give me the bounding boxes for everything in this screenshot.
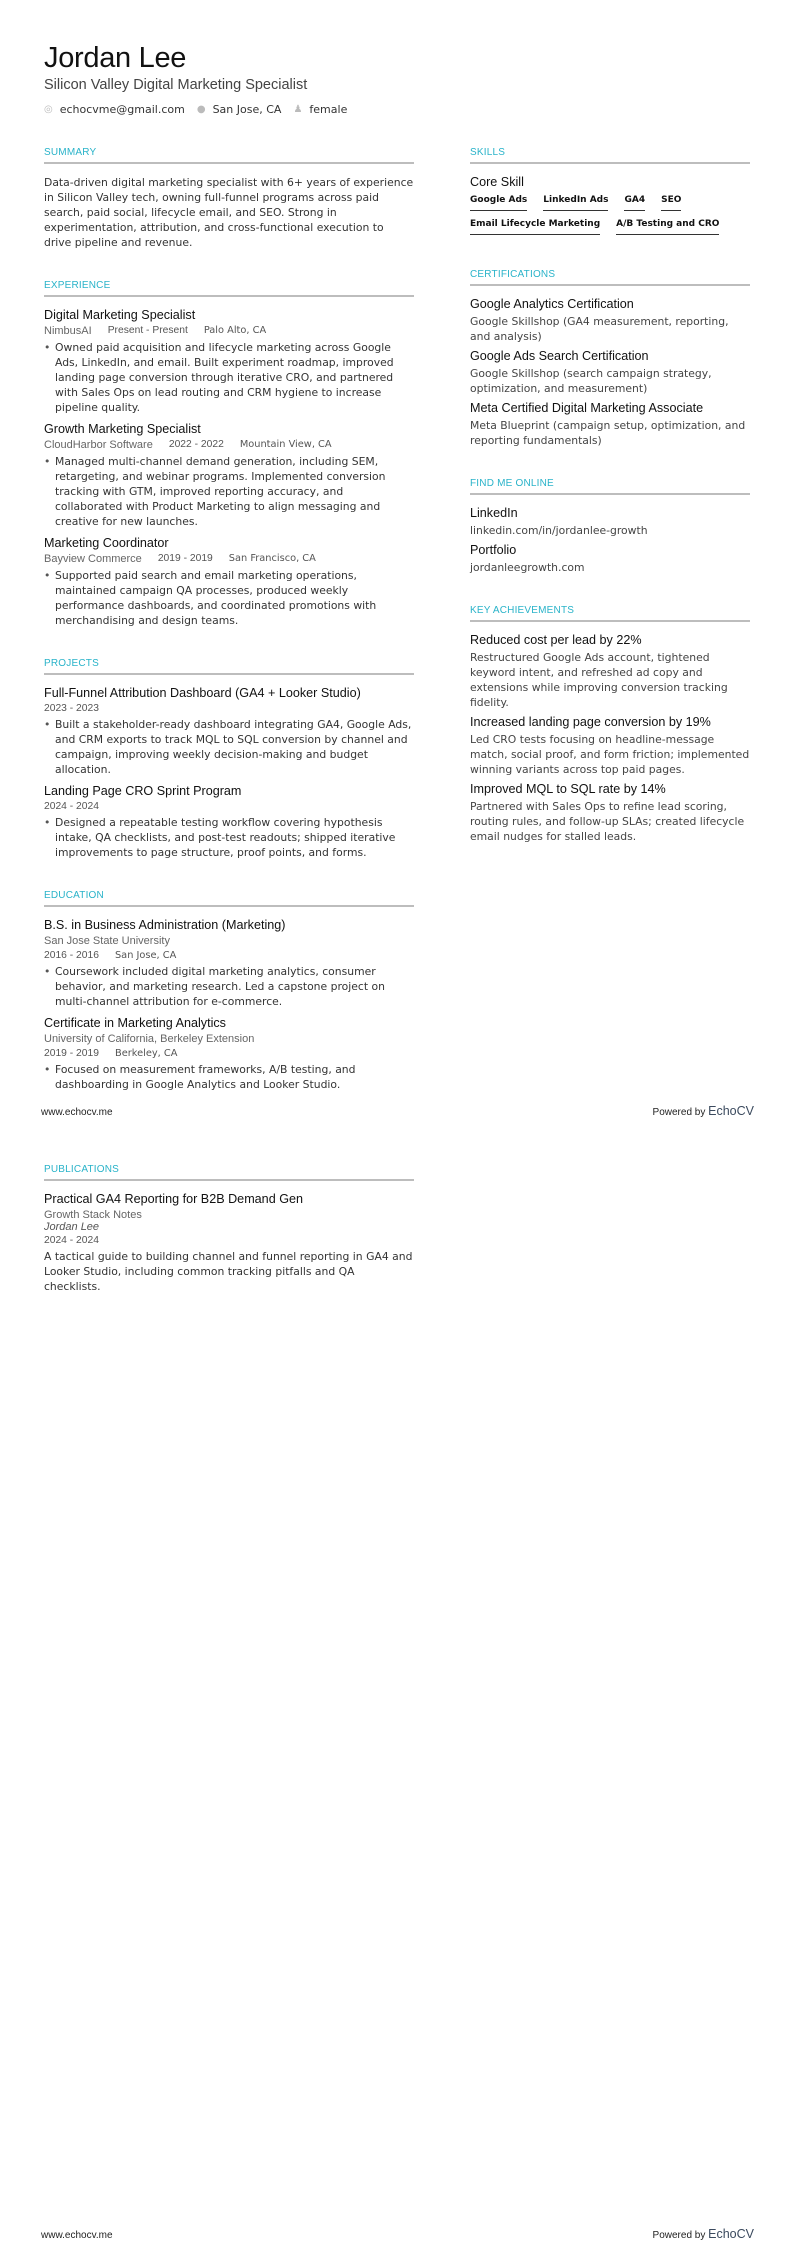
brand-name[interactable]: EchoCV bbox=[708, 2227, 754, 2241]
section-heading: SKILLS bbox=[470, 147, 750, 164]
location-pin-icon: ● bbox=[196, 104, 206, 115]
cert-title: Meta Certified Digital Marketing Associate bbox=[470, 401, 704, 415]
skill-tag: A/B Testing and CRO bbox=[616, 219, 719, 235]
section-heading: EDUCATION bbox=[44, 890, 414, 907]
resume-page-2 bbox=[0, 1123, 794, 2246]
email[interactable]: echocvme@gmail.com bbox=[59, 103, 185, 116]
bullet: • Supported paid search and email marketing operations, maintained campaign QA processes, produced weekly performance dashboards, and coordinated promotions with merchandising and design teams. bbox=[44, 568, 414, 628]
footer bbox=[41, 1104, 754, 1118]
job-location: Mountain View, CA bbox=[239, 439, 332, 450]
contact-info bbox=[44, 103, 359, 116]
cert-desc: Meta Blueprint (campaign setup, optimization, and reporting fundamentals) bbox=[470, 419, 746, 447]
achievement-title: Reduced cost per lead by 22% bbox=[470, 633, 642, 647]
section-heading: PUBLICATIONS bbox=[44, 1164, 414, 1181]
author: Jordan Lee bbox=[44, 1221, 100, 1233]
person-icon: ♟ bbox=[293, 104, 303, 115]
gender: female bbox=[309, 103, 348, 116]
project-title: Landing Page CRO Sprint Program bbox=[44, 784, 242, 798]
achievement-desc: Restructured Google Ads account, tightened keyword intent, and refreshed ad copy and extensions while improving conversion tracking fidelity. bbox=[470, 651, 728, 709]
dates: Present - Present bbox=[107, 325, 188, 336]
cert-desc: Google Skillshop (search campaign strategy, optimization, and measurement) bbox=[470, 367, 712, 395]
section-heading: FIND ME ONLINE bbox=[470, 478, 750, 495]
footer bbox=[41, 2227, 754, 2241]
cert-title: Google Analytics Certification bbox=[470, 297, 634, 311]
bullet: • Coursework included digital marketing analytics, consumer behavior, and marketing research. Led a capstone project on multi-channel attribution for e-commerce. bbox=[44, 964, 414, 1009]
degree: Certificate in Marketing Analytics bbox=[44, 1016, 226, 1030]
dates: 2019 - 2019 bbox=[157, 553, 213, 564]
section-heading: EXPERIENCE bbox=[44, 280, 414, 297]
project-item bbox=[44, 686, 414, 777]
left-column bbox=[44, 1164, 414, 1324]
publications-section bbox=[44, 1164, 414, 1294]
school-location: San Jose, CA bbox=[114, 950, 177, 961]
section-heading: KEY ACHIEVEMENTS bbox=[470, 605, 750, 622]
publisher: Growth Stack Notes bbox=[44, 1209, 142, 1221]
dates: 2024 - 2024 bbox=[44, 1235, 99, 1246]
linkedin-link[interactable]: linkedin.com/in/jordanlee-growth bbox=[470, 524, 648, 537]
school-location: Berkeley, CA bbox=[114, 1048, 178, 1059]
achievement-title: Improved MQL to SQL rate by 14% bbox=[470, 782, 666, 796]
job-title: Growth Marketing Specialist bbox=[44, 422, 201, 436]
online-section bbox=[470, 478, 750, 575]
footer-site[interactable]: www.echocv.me bbox=[41, 1107, 113, 1118]
link-label: LinkedIn bbox=[470, 506, 518, 520]
link-label: Portfolio bbox=[470, 543, 517, 557]
summary-text: Data-driven digital marketing specialist with 6+ years of experience in Silicon Valley tech, owning full-funnel programs across paid search, paid social, lifecycle email, and SEO. Strong in experimentation, attribution, and cross-functional execution to drive pipeline and revenue. bbox=[44, 176, 414, 249]
left-column bbox=[44, 147, 414, 1122]
powered-by: Powered by bbox=[652, 2230, 706, 2241]
section-heading: CERTIFICATIONS bbox=[470, 269, 750, 286]
company: Bayview Commerce bbox=[44, 553, 142, 565]
publication-title: Practical GA4 Reporting for B2B Demand Gen bbox=[44, 1192, 303, 1206]
bullet: • Owned paid acquisition and lifecycle marketing across Google Ads, LinkedIn, and email. Built experiment roadmap, improved landing page conversion through iterative CRO, and partnered with Sales Ops on lead routing and CRM hygiene to increase pipeline quality. bbox=[44, 340, 414, 415]
skill-tag: GA4 bbox=[624, 195, 645, 211]
powered-by: Powered by bbox=[652, 1107, 706, 1118]
skills-subheading: Core Skill bbox=[470, 175, 524, 189]
dates: 2023 - 2023 bbox=[44, 703, 99, 714]
skill-tag: LinkedIn Ads bbox=[543, 195, 608, 211]
portfolio-link[interactable]: jordanleegrowth.com bbox=[470, 561, 585, 574]
section-heading: SUMMARY bbox=[44, 147, 414, 164]
bullet: • Designed a repeatable testing workflow covering hypothesis intake, QA checklists, and post-test readouts; shipped iterative improvements to page structure, proof points, and forms. bbox=[44, 815, 414, 860]
location: San Jose, CA bbox=[212, 103, 282, 116]
school: San Jose State University bbox=[44, 935, 170, 947]
certifications-section bbox=[470, 269, 750, 448]
job-location: Palo Alto, CA bbox=[203, 325, 267, 336]
dates: 2022 - 2022 bbox=[168, 439, 224, 450]
company: NimbusAI bbox=[44, 325, 92, 337]
skills-section bbox=[470, 147, 750, 235]
candidate-title: Silicon Valley Digital Marketing Specialist bbox=[44, 77, 308, 93]
footer-site[interactable]: www.echocv.me bbox=[41, 2230, 113, 2241]
job-location: San Francisco, CA bbox=[228, 553, 316, 564]
experience-section bbox=[44, 280, 414, 628]
dates: 2019 - 2019 bbox=[44, 1048, 99, 1059]
summary-section bbox=[44, 147, 414, 250]
bullet: • Built a stakeholder-ready dashboard integrating GA4, Google Ads, and CRM exports to track MQL to SQL conversion by channel and campaign, improving weekly decision-making and budget allocation. bbox=[44, 717, 414, 777]
experience-item bbox=[44, 536, 414, 628]
education-section bbox=[44, 890, 414, 1092]
achievement-desc: Partnered with Sales Ops to refine lead scoring, routing rules, and follow-up SLAs; created lifecycle email nudges for stalled leads. bbox=[470, 800, 745, 843]
section-heading: PROJECTS bbox=[44, 658, 414, 675]
projects-section bbox=[44, 658, 414, 860]
bullet: • Managed multi-channel demand generation, including SEM, retargeting, and webinar programs. Implemented conversion tracking with GTM, improved reporting accuracy, and collaborated with Product Marketing to align messaging and creative for new launches. bbox=[44, 454, 414, 529]
brand-name[interactable]: EchoCV bbox=[708, 1104, 754, 1118]
achievement-desc: Led CRO tests focusing on headline-message match, social proof, and form friction; implemented winning variants across top paid pages. bbox=[470, 733, 750, 776]
cert-title: Google Ads Search Certification bbox=[470, 349, 649, 363]
degree: B.S. in Business Administration (Marketing) bbox=[44, 918, 286, 932]
skills-list bbox=[470, 195, 750, 235]
skill-tag: Google Ads bbox=[470, 195, 527, 211]
job-title: Marketing Coordinator bbox=[44, 536, 169, 550]
bullet: • Focused on measurement frameworks, A/B testing, and dashboarding in Google Analytics and Looker Studio. bbox=[44, 1062, 414, 1092]
school: University of California, Berkeley Extension bbox=[44, 1033, 255, 1045]
skill-tag: SEO bbox=[661, 195, 681, 211]
education-item bbox=[44, 1016, 414, 1092]
experience-item bbox=[44, 308, 414, 415]
skill-tag: Email Lifecycle Marketing bbox=[470, 219, 600, 235]
email-icon: ◎ bbox=[44, 104, 53, 115]
achievement-title: Increased landing page conversion by 19% bbox=[470, 715, 711, 729]
right-column bbox=[470, 147, 750, 874]
project-item bbox=[44, 784, 414, 860]
project-title: Full-Funnel Attribution Dashboard (GA4 + Looker Studio) bbox=[44, 686, 361, 700]
publication-desc: A tactical guide to building channel and funnel reporting in GA4 and Looker Studio, including common tracking pitfalls and QA checklists. bbox=[44, 1250, 413, 1293]
dates: 2024 - 2024 bbox=[44, 801, 99, 812]
experience-item bbox=[44, 422, 414, 529]
cert-desc: Google Skillshop (GA4 measurement, reporting, and analysis) bbox=[470, 315, 729, 343]
dates: 2016 - 2016 bbox=[44, 950, 99, 961]
achievements-section bbox=[470, 605, 750, 844]
education-item bbox=[44, 918, 414, 1009]
job-title: Digital Marketing Specialist bbox=[44, 308, 196, 322]
company: CloudHarbor Software bbox=[44, 439, 153, 451]
candidate-name: Jordan Lee bbox=[44, 42, 187, 74]
